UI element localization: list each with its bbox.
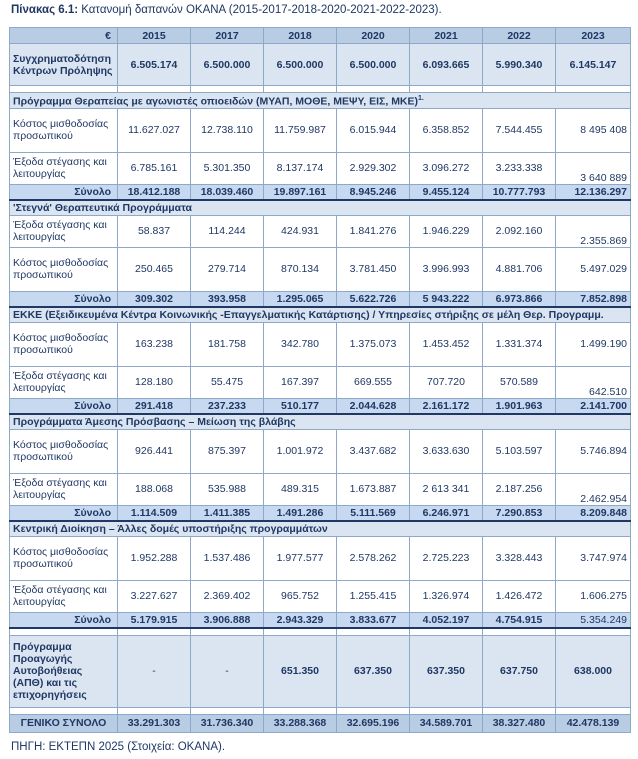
cell-value: 6.246.971 bbox=[410, 505, 483, 521]
cell-value: 4.881.706 bbox=[483, 247, 556, 291]
cell-value: 1.411.385 bbox=[191, 505, 264, 521]
table-row bbox=[10, 322, 631, 366]
section-title: 'Στεγνά' Θεραπευτικά Προγράμματα bbox=[10, 200, 631, 216]
cell-value: 6.145.147 bbox=[556, 44, 631, 86]
cell-value: 2.943.329 bbox=[264, 612, 337, 628]
cell-value: 637.350 bbox=[337, 635, 410, 707]
cell-value: 4.754.915 bbox=[483, 612, 556, 628]
cell-value: 279.714 bbox=[191, 247, 264, 291]
cell-value: 637.350 bbox=[410, 635, 483, 707]
year-header: 2021 bbox=[410, 28, 483, 44]
cofinancing-row bbox=[10, 44, 631, 86]
cell-value: 638.000 bbox=[556, 635, 631, 707]
row-label: Κόστος μισθοδοσίας προσωπικού bbox=[10, 322, 118, 366]
cell-value: 9.455.124 bbox=[410, 184, 483, 200]
cell-value: 6.093.665 bbox=[410, 44, 483, 86]
spacer-row bbox=[10, 628, 631, 636]
year-header: 2015 bbox=[118, 28, 191, 44]
cell-value: 18.412.188 bbox=[118, 184, 191, 200]
total-row bbox=[10, 398, 631, 414]
row-label: Έξοδα στέγασης και λειτουργίας bbox=[10, 215, 118, 247]
cell-value: 651.350 bbox=[264, 635, 337, 707]
cell-value: 188.068 bbox=[118, 473, 191, 505]
cell-value: 11.759.987 bbox=[264, 108, 337, 152]
table-row bbox=[10, 108, 631, 152]
cell-value: 1.952.288 bbox=[118, 536, 191, 580]
cell-value: 3.633.630 bbox=[410, 429, 483, 473]
table-row bbox=[10, 473, 631, 505]
cell-value: 570.589 bbox=[483, 366, 556, 398]
table-row bbox=[10, 247, 631, 291]
table-caption bbox=[11, 4, 442, 16]
row-label: Συγχρηματοδότηση Κέντρων Πρόληψης bbox=[10, 44, 118, 86]
cell-value: 3 640 889 bbox=[556, 152, 631, 184]
cell-value: 2.725.223 bbox=[410, 536, 483, 580]
cell-value: 2.369.402 bbox=[191, 580, 264, 612]
cell-value: 6.973.866 bbox=[483, 291, 556, 307]
total-label: Σύνολο bbox=[10, 184, 118, 200]
currency-header: € bbox=[10, 28, 118, 44]
cell-value: 3.906.888 bbox=[191, 612, 264, 628]
cell-value: 1.453.452 bbox=[410, 322, 483, 366]
source-note: ΠΗΓΗ: ΕΚΤΕΠΝ 2025 (Στοιχεία: ΟΚΑΝΑ). bbox=[11, 741, 226, 753]
cell-value: 642.510 bbox=[556, 366, 631, 398]
year-header: 2022 bbox=[483, 28, 556, 44]
cell-value: 669.555 bbox=[337, 366, 410, 398]
cell-value: 5.111.569 bbox=[337, 505, 410, 521]
cell-value: 870.134 bbox=[264, 247, 337, 291]
cell-value: 1.946.229 bbox=[410, 215, 483, 247]
cell-value: 637.750 bbox=[483, 635, 556, 707]
table-row bbox=[10, 536, 631, 580]
cell-value: 3.233.338 bbox=[483, 152, 556, 184]
row-label: Κόστος μισθοδοσίας προσωπικού bbox=[10, 247, 118, 291]
cell-value: 1.255.415 bbox=[337, 580, 410, 612]
year-header: 2018 bbox=[264, 28, 337, 44]
year-header: 2020 bbox=[337, 28, 410, 44]
section-header-row bbox=[10, 200, 631, 216]
cell-value: 1.901.963 bbox=[483, 398, 556, 414]
cell-value: 393.958 bbox=[191, 291, 264, 307]
cell-value: 8.209.848 bbox=[556, 505, 631, 521]
cell-value: 38.327.480 bbox=[483, 714, 556, 732]
cell-value: 1.491.286 bbox=[264, 505, 337, 521]
cell-value: 10.777.793 bbox=[483, 184, 556, 200]
cell-value: 3.781.450 bbox=[337, 247, 410, 291]
cell-value: 1.537.486 bbox=[191, 536, 264, 580]
row-label: Έξοδα στέγασης και λειτουργίας bbox=[10, 580, 118, 612]
cell-value: 3.747.974 bbox=[556, 536, 631, 580]
grand-total-label: ΓΕΝΙΚΟ ΣΥΝΟΛΟ bbox=[10, 714, 118, 732]
cell-value: 31.736.340 bbox=[191, 714, 264, 732]
cell-value: 1.977.577 bbox=[264, 536, 337, 580]
table-row bbox=[10, 429, 631, 473]
spacer-row bbox=[10, 707, 631, 714]
cell-value: 3.437.682 bbox=[337, 429, 410, 473]
cell-value: 6.358.852 bbox=[410, 108, 483, 152]
cell-value: 42.478.139 bbox=[556, 714, 631, 732]
cell-value: 114.244 bbox=[191, 215, 264, 247]
cell-value: 1.331.374 bbox=[483, 322, 556, 366]
cell-value: 2 613 341 bbox=[410, 473, 483, 505]
cell-value: 1.841.276 bbox=[337, 215, 410, 247]
grand-total-row bbox=[10, 714, 631, 732]
cell-value: - bbox=[118, 635, 191, 707]
cell-value: 707.720 bbox=[410, 366, 483, 398]
cell-value: 33.288.368 bbox=[264, 714, 337, 732]
cell-value: 1.326.974 bbox=[410, 580, 483, 612]
cell-value: 2.161.172 bbox=[410, 398, 483, 414]
cell-value: 8 495 408 bbox=[556, 108, 631, 152]
spacer-row bbox=[10, 86, 631, 93]
row-label: Έξοδα στέγασης και λειτουργίας bbox=[10, 366, 118, 398]
cell-value: 6.500.000 bbox=[191, 44, 264, 86]
row-label: Κόστος μισθοδοσίας προσωπικού bbox=[10, 429, 118, 473]
total-row bbox=[10, 291, 631, 307]
cell-value: 6.500.000 bbox=[264, 44, 337, 86]
cell-value: 7.290.853 bbox=[483, 505, 556, 521]
table-row bbox=[10, 215, 631, 247]
cell-value: 8.137.174 bbox=[264, 152, 337, 184]
section-title: Προγράμματα Άμεσης Πρόσβασης – Μείωση της βλάβης bbox=[10, 414, 631, 430]
section-header-row bbox=[10, 521, 631, 537]
cell-value: 2.092.160 bbox=[483, 215, 556, 247]
cell-value: 12.136.297 bbox=[556, 184, 631, 200]
caption-text: Κατανομή δαπανών ΟΚΑΝΑ (2015-2017-2018-2020-2021-2022-2023). bbox=[78, 4, 442, 16]
row-label: Κόστος μισθοδοσίας προσωπικού bbox=[10, 108, 118, 152]
total-label: Σύνολο bbox=[10, 612, 118, 628]
cell-value: 7.852.898 bbox=[556, 291, 631, 307]
cell-value: 309.302 bbox=[118, 291, 191, 307]
table-row bbox=[10, 366, 631, 398]
section-title: ΕΚΚΕ (Εξειδικευμένα Κέντρα Κοινωνικής -Επαγγελματικής Κατάρτισης) / Υπηρεσίες στήριξης σε μέλη Θερ. Προγραμμ. bbox=[10, 307, 631, 323]
cell-value: 11.627.027 bbox=[118, 108, 191, 152]
cell-value: 34.589.701 bbox=[410, 714, 483, 732]
cell-value: 2.187.256 bbox=[483, 473, 556, 505]
cell-value: 5.497.029 bbox=[556, 247, 631, 291]
cell-value: 926.441 bbox=[118, 429, 191, 473]
cell-value: 12.738.110 bbox=[191, 108, 264, 152]
cell-value: 2.141.700 bbox=[556, 398, 631, 414]
total-row bbox=[10, 505, 631, 521]
total-row bbox=[10, 612, 631, 628]
cell-value: 3.833.677 bbox=[337, 612, 410, 628]
row-label: Έξοδα στέγασης και λειτουργίας bbox=[10, 152, 118, 184]
cell-value: 128.180 bbox=[118, 366, 191, 398]
total-label: Σύνολο bbox=[10, 291, 118, 307]
cell-value: 33.291.303 bbox=[118, 714, 191, 732]
cell-value: 6.505.174 bbox=[118, 44, 191, 86]
cell-value: 1.375.073 bbox=[337, 322, 410, 366]
row-label: Πρόγραμμα Προαγωγής Αυτοβοήθειας (ΑΠΘ) και τις επιχορηγήσεις bbox=[10, 635, 118, 707]
cell-value: 32.695.196 bbox=[337, 714, 410, 732]
cell-value: 2.044.628 bbox=[337, 398, 410, 414]
expenditure-table bbox=[9, 27, 631, 733]
cell-value: 19.897.161 bbox=[264, 184, 337, 200]
cell-value: 163.238 bbox=[118, 322, 191, 366]
cell-value: 4.052.197 bbox=[410, 612, 483, 628]
cell-value: 875.397 bbox=[191, 429, 264, 473]
total-label: Σύνολο bbox=[10, 398, 118, 414]
year-header: 2017 bbox=[191, 28, 264, 44]
cell-value: 3.328.443 bbox=[483, 536, 556, 580]
cell-value: 535.988 bbox=[191, 473, 264, 505]
cell-value: 1.673.887 bbox=[337, 473, 410, 505]
cell-value: 5.622.726 bbox=[337, 291, 410, 307]
apth-row bbox=[10, 635, 631, 707]
section-title: Πρόγραμμα Θεραπείας με αγωνιστές οπιοειδών (ΜΥΑΠ, ΜΟΘΕ, ΜΕΨΥ, ΕΙΣ, ΜΚΕ)$^{1.}$ bbox=[10, 93, 631, 109]
row-label: Κόστος μισθοδοσίας προσωπικού bbox=[10, 536, 118, 580]
cell-value: 5.301.350 bbox=[191, 152, 264, 184]
cell-value: 8.945.246 bbox=[337, 184, 410, 200]
cell-value: 5.103.597 bbox=[483, 429, 556, 473]
cell-value: 5.990.340 bbox=[483, 44, 556, 86]
cell-value: 291.418 bbox=[118, 398, 191, 414]
cell-value: 1.426.472 bbox=[483, 580, 556, 612]
cell-value: 18.039.460 bbox=[191, 184, 264, 200]
total-label: Σύνολο bbox=[10, 505, 118, 521]
cell-value: 2.578.262 bbox=[337, 536, 410, 580]
cell-value: 5.179.915 bbox=[118, 612, 191, 628]
cell-value: 1.114.509 bbox=[118, 505, 191, 521]
cell-value: 424.931 bbox=[264, 215, 337, 247]
section-header-row bbox=[10, 414, 631, 430]
row-label: Έξοδα στέγασης και λειτουργίας bbox=[10, 473, 118, 505]
cell-value: 489.315 bbox=[264, 473, 337, 505]
table-row bbox=[10, 152, 631, 184]
cell-value: 5 943.222 bbox=[410, 291, 483, 307]
section-header-row bbox=[10, 307, 631, 323]
cell-value: 5.746.894 bbox=[556, 429, 631, 473]
cell-value: 1.295.065 bbox=[264, 291, 337, 307]
cell-value: 250.465 bbox=[118, 247, 191, 291]
caption-prefix: Πίνακας 6.1: bbox=[11, 4, 79, 16]
cell-value: 6.785.161 bbox=[118, 152, 191, 184]
cell-value: 55.475 bbox=[191, 366, 264, 398]
cell-value: 3.227.627 bbox=[118, 580, 191, 612]
cell-value: 1.001.972 bbox=[264, 429, 337, 473]
cell-value: 965.752 bbox=[264, 580, 337, 612]
cell-value: 3.996.993 bbox=[410, 247, 483, 291]
section-header-row bbox=[10, 93, 631, 109]
cell-value: 237.233 bbox=[191, 398, 264, 414]
cell-value: - bbox=[191, 635, 264, 707]
cell-value: 1.606.275 bbox=[556, 580, 631, 612]
cell-value: 2.929.302 bbox=[337, 152, 410, 184]
cell-value: 6.500.000 bbox=[337, 44, 410, 86]
cell-value: 6.015.944 bbox=[337, 108, 410, 152]
cell-value: 1.499.190 bbox=[556, 322, 631, 366]
cell-value: 2.355.869 bbox=[556, 215, 631, 247]
cell-value: 510.177 bbox=[264, 398, 337, 414]
total-row bbox=[10, 184, 631, 200]
cell-value: 2.462.954 bbox=[556, 473, 631, 505]
cell-value: 58.837 bbox=[118, 215, 191, 247]
cell-value: 5.354.249 bbox=[556, 612, 631, 628]
header-row bbox=[10, 28, 631, 44]
cell-value: 3.096.272 bbox=[410, 152, 483, 184]
cell-value: 342.780 bbox=[264, 322, 337, 366]
cell-value: 7.544.455 bbox=[483, 108, 556, 152]
year-header: 2023 bbox=[556, 28, 631, 44]
cell-value: 167.397 bbox=[264, 366, 337, 398]
section-title: Κεντρική Διοίκηση – Άλλες δομές υποστήριξης προγραμμάτων bbox=[10, 521, 631, 537]
table-row bbox=[10, 580, 631, 612]
cell-value: 181.758 bbox=[191, 322, 264, 366]
